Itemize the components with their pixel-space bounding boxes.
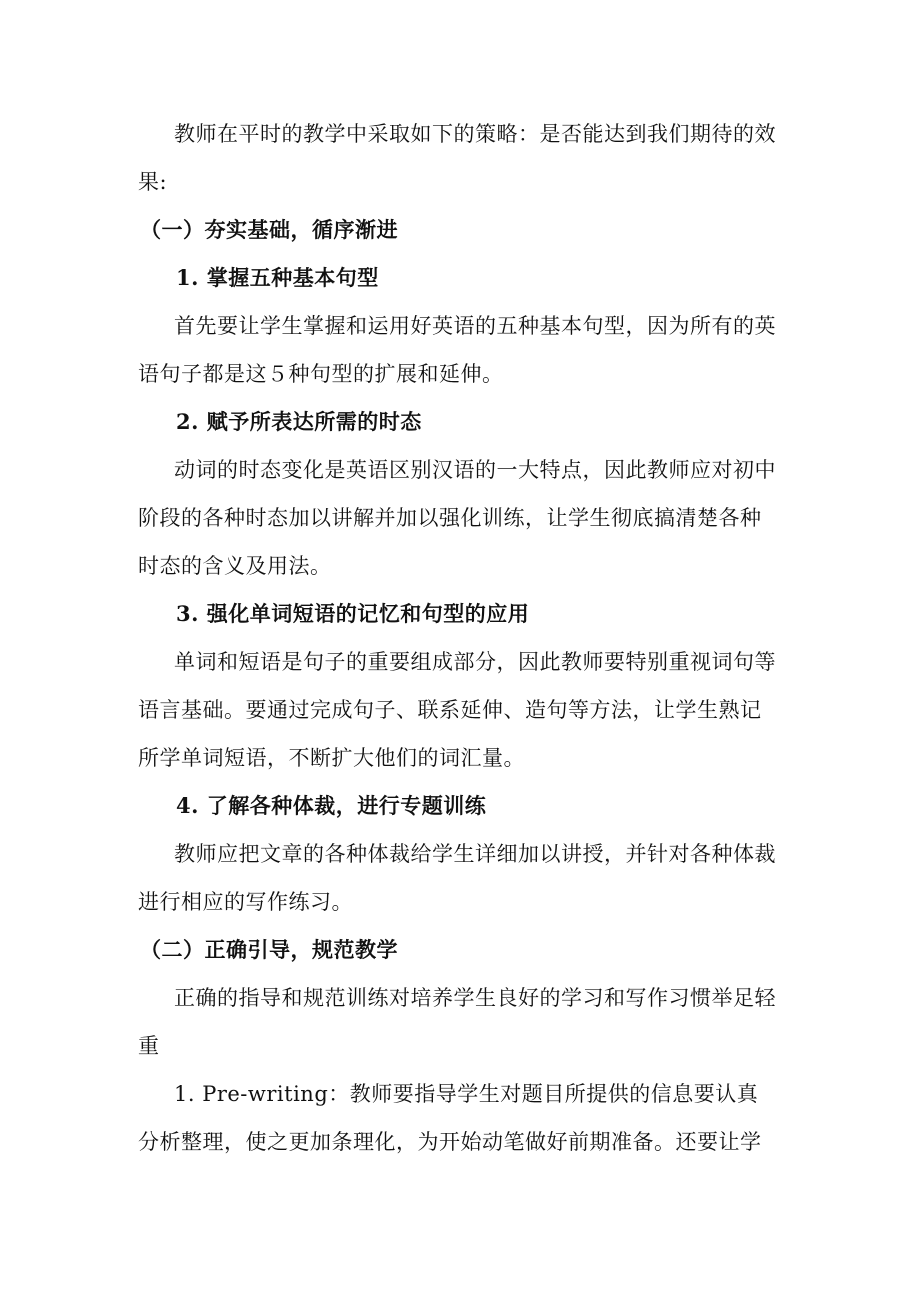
section-1-item-3-body: 单词和短语是句子的重要组成部分，因此教师要特别重视词句等语言基础。要通过完成句子、联系延伸、造句等方法，让学生熟记所学单词短语，不断扩大他们的词汇量。 [138, 650, 776, 770]
section-1-item-1-heading: 1. 掌握五种基本句型 [176, 265, 379, 290]
section-1-title: （一）夯实基础，循序渐进 [140, 217, 398, 242]
section-1-item-2-body: 动词的时态变化是英语区别汉语的一大特点，因此教师应对初中阶段的各种时态加以讲解并加以强化训练，让学生彻底搞清楚各种时态的含义及用法。 [138, 458, 776, 578]
section-1-item-4-heading: 4. 了解各种体裁，进行专题训练 [176, 793, 487, 818]
intro-paragraph: 教师在平时的教学中采取如下的策略：是否能达到我们期待的效果: [138, 122, 776, 194]
section-1-item-2-heading: 2. 赋予所表达所需的时态 [176, 409, 422, 434]
section-1-item-3-heading: 3. 强化单词短语的记忆和句型的应用 [176, 601, 530, 626]
section-2-title: （二）正确引导，规范教学 [140, 937, 398, 962]
section-1-item-4-body: 教师应把文章的各种体裁给学生详细加以讲授，并针对各种体裁进行相应的写作练习。 [138, 842, 776, 914]
section-2-item-1: 1. Pre-writing：教师要指导学生对题目所提供的信息要认真分析整理，使之更加条理化，为开始动笔做好前期准备。还要让学 [138, 1082, 762, 1154]
section-2-intro: 正确的指导和规范训练对培养学生良好的学习和写作习惯举足轻重 [138, 986, 776, 1058]
section-1-item-1-body: 首先要让学生掌握和运用好英语的五种基本句型，因为所有的英语句子都是这５种句型的扩展和延伸。 [138, 314, 776, 386]
